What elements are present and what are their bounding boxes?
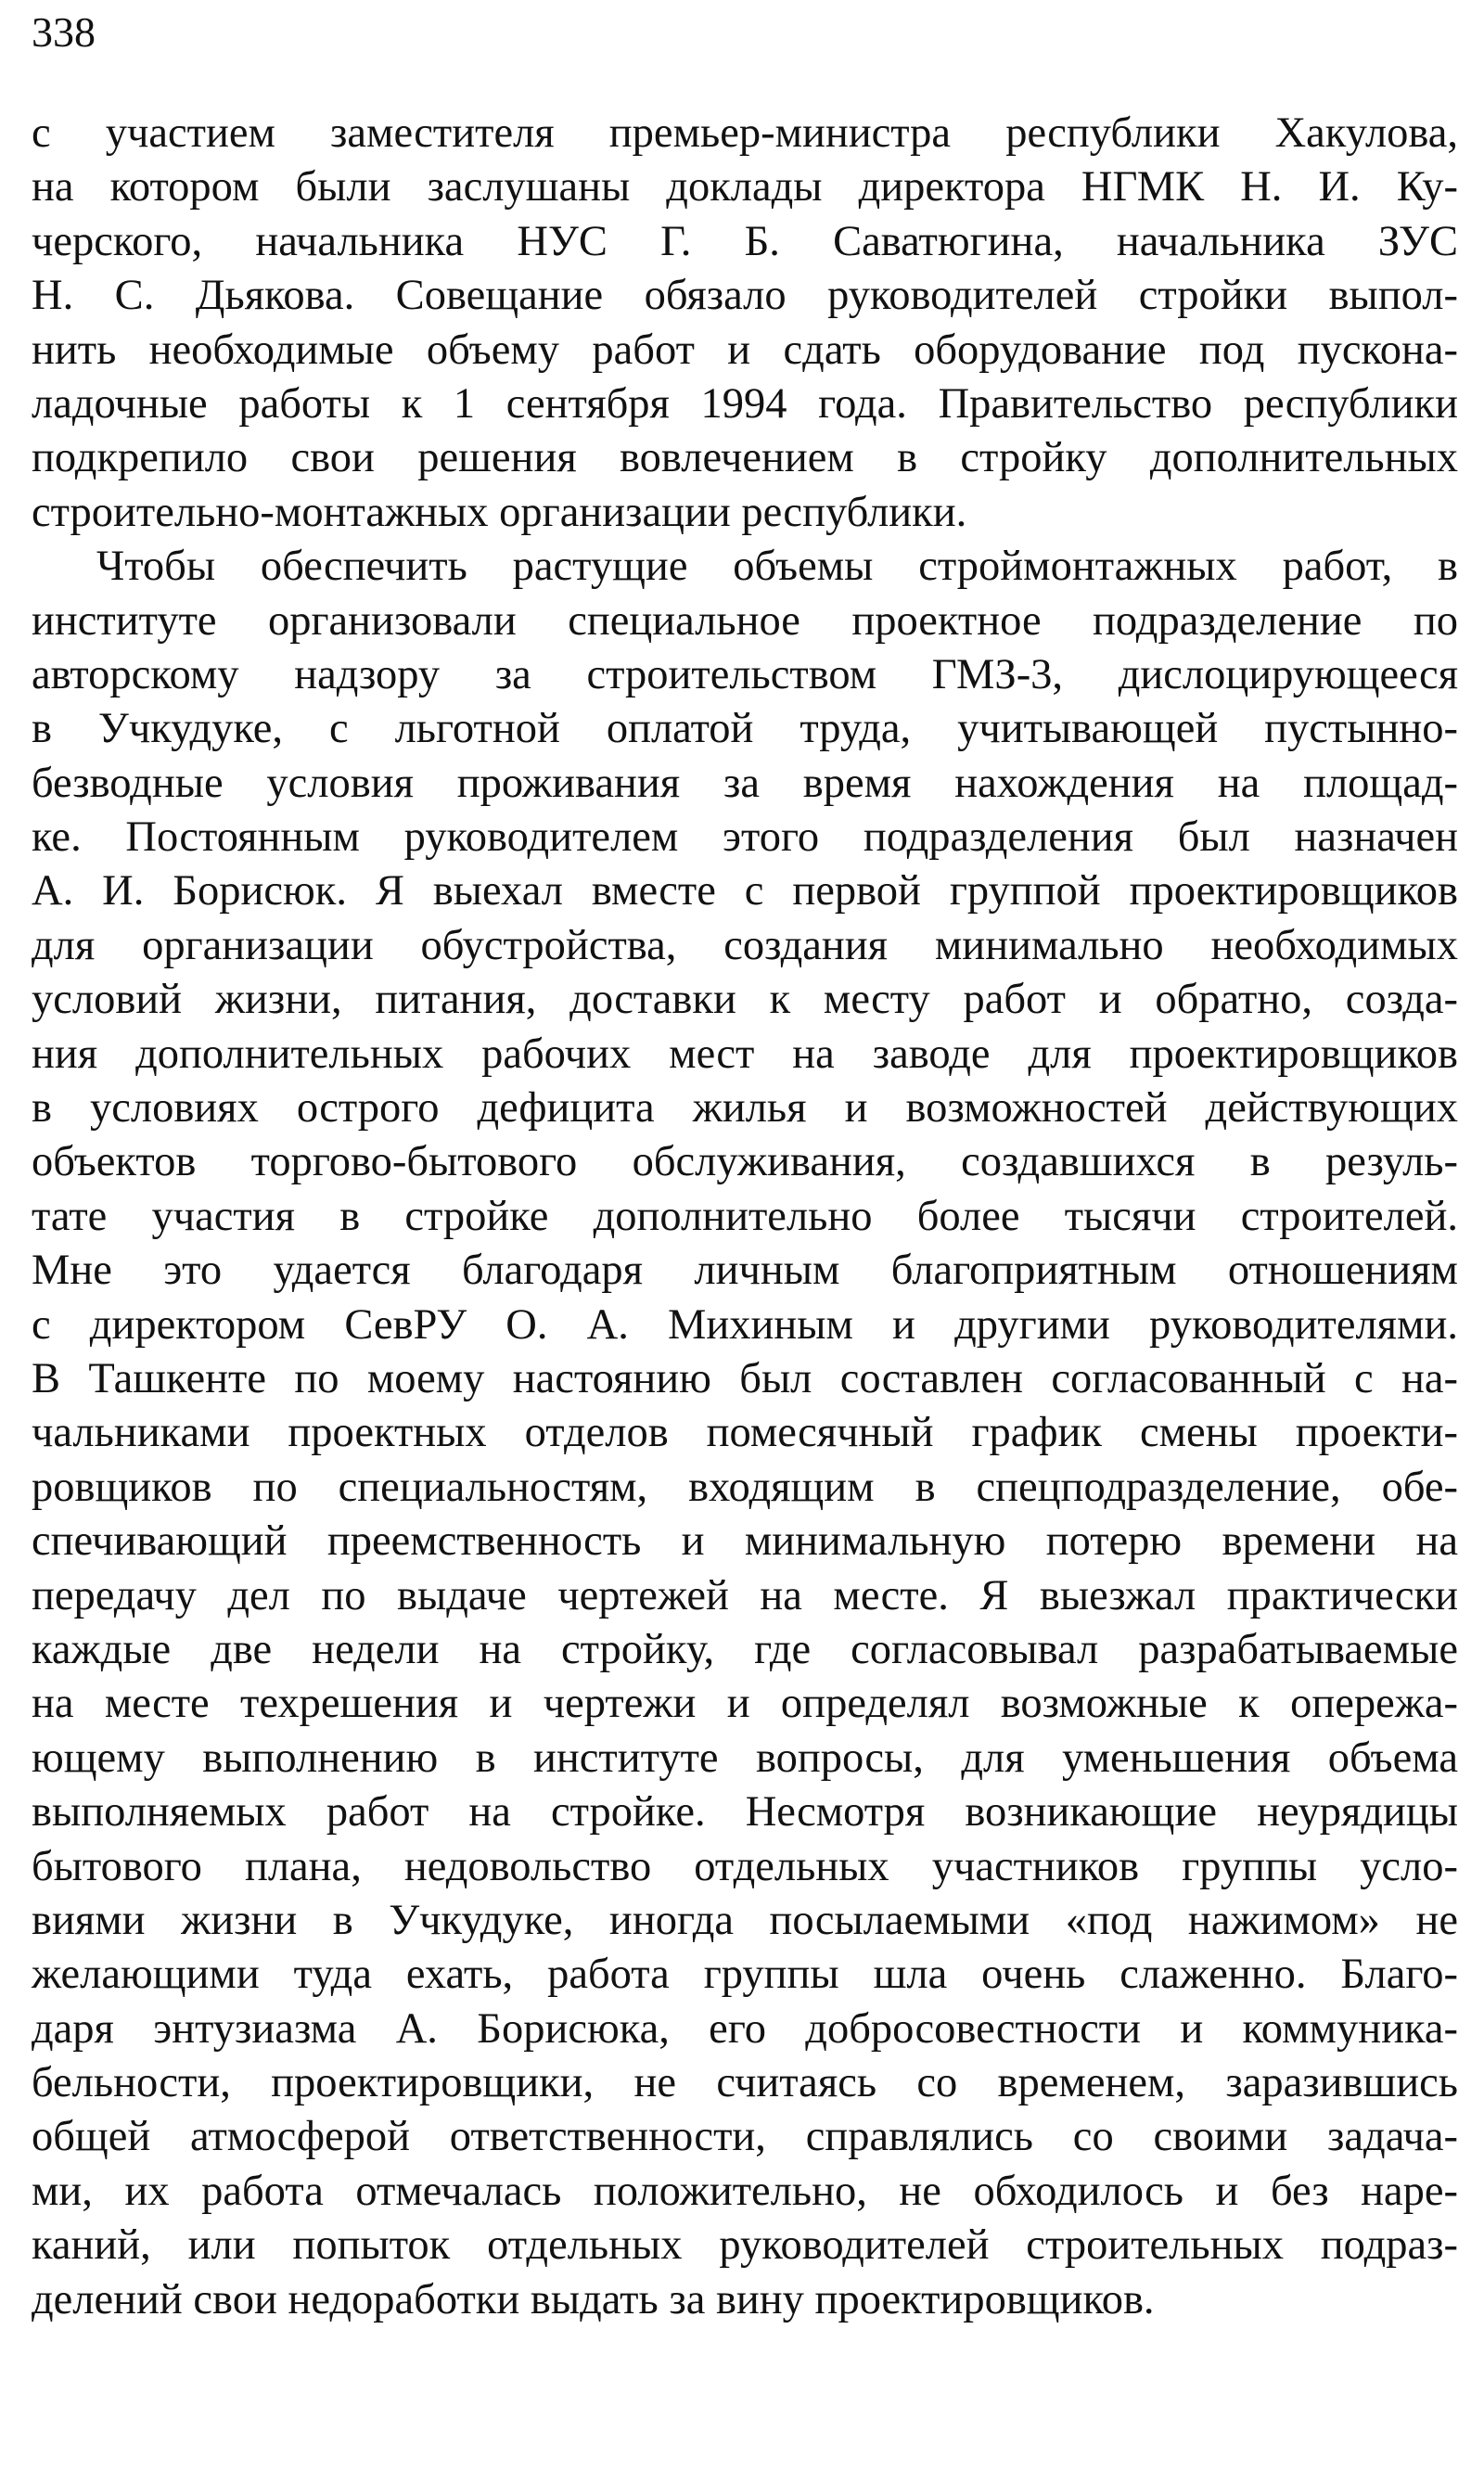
text-line: с участием заместителя премьер-министра республики Хакулова, bbox=[32, 109, 1458, 157]
text-line: ния дополнительных рабочих мест на заводе для проектировщиков bbox=[32, 1030, 1458, 1078]
paragraph-1 bbox=[32, 107, 1458, 540]
text-line: бельности, проектировщики, не считаясь со временем, заразившись bbox=[32, 2059, 1458, 2107]
text-line: передачу дел по выдаче чертежей на месте. Я выезжал практически bbox=[32, 1571, 1458, 1619]
page-number: 338 bbox=[32, 8, 96, 56]
text-line: черского, начальника НУС Г. Б. Саватюгина, начальника ЗУС bbox=[32, 217, 1458, 265]
text-line: строительно-монтажных организации республики. bbox=[32, 488, 967, 536]
text-line: тате участия в стройке дополнительно более тысячи строителей. bbox=[32, 1192, 1458, 1240]
text-line: с директором СевРУ О. А. Михиным и другими руководителями. bbox=[32, 1300, 1458, 1349]
text-line: для организации обустройства, создания минимально необходимых bbox=[32, 921, 1458, 969]
text-line: Чтобы обеспечить растущие объемы строймонтажных работ, в bbox=[96, 543, 1458, 591]
text-line: выполняемых работ на стройке. Несмотря возникающие неурядицы bbox=[32, 1788, 1458, 1837]
text-line: ющему выполнению в институте вопросы, для уменьшения объема bbox=[32, 1734, 1458, 1782]
text-line: на месте техрешения и чертежи и определял возможные к опережа- bbox=[32, 1680, 1458, 1728]
text-line: общей атмосферой ответственности, справлялись со своими задача- bbox=[32, 2113, 1458, 2161]
text-line: А. И. Борисюк. Я выехал вместе с первой группой проектировщиков bbox=[32, 867, 1458, 915]
paragraph-2 bbox=[32, 540, 1458, 2327]
text-line: на котором были заслушаны доклады директора НГМК Н. И. Ку- bbox=[32, 163, 1458, 211]
text-line: ми, их работа отмечалась положительно, не обходилось и без наре- bbox=[32, 2167, 1458, 2215]
text-line: в условиях острого дефицита жилья и возможностей действующих bbox=[32, 1084, 1458, 1133]
text-line: в Учкудуке, с льготной оплатой труда, учитывающей пустынно- bbox=[32, 705, 1458, 753]
text-line: ке. Постоянным руководителем этого подразделения был назначен bbox=[32, 813, 1458, 862]
text-line: даря энтузиазма А. Борисюка, его добросовестности и коммуника- bbox=[32, 2004, 1458, 2053]
text-line: Н. С. Дьякова. Совещание обязало руководителей стройки выпол- bbox=[32, 272, 1458, 320]
text-line: каний, или попыток отдельных руководителей строительных подраз- bbox=[32, 2221, 1458, 2270]
text-line: подкрепило свои решения вовлечением в стройку дополнительных bbox=[32, 434, 1458, 482]
text-line: желающими туда ехать, работа группы шла очень слаженно. Благо- bbox=[32, 1951, 1458, 1999]
text-line: нить необходимые объему работ и сдать оборудование под пускона- bbox=[32, 326, 1458, 374]
text-line: условий жизни, питания, доставки к месту работ и обратно, созда- bbox=[32, 976, 1458, 1024]
text-line: виями жизни в Учкудуке, иногда посылаемыми «под нажимом» не bbox=[32, 1896, 1458, 1944]
text-line: авторскому надзору за строительством ГМЗ-3, дислоцирующееся bbox=[32, 650, 1458, 698]
text-line: Мне это удается благодаря личным благоприятным отношениям bbox=[32, 1247, 1458, 1295]
text-line: чальниками проектных отделов помесячный график смены проекти- bbox=[32, 1409, 1458, 1457]
text-line: делений свои недоработки выдать за вину проектировщиков. bbox=[32, 2275, 1155, 2323]
text-line: безводные условия проживания за время нахождения на площад- bbox=[32, 759, 1458, 807]
text-line: ладочные работы к 1 сентября 1994 года. Правительство республики bbox=[32, 379, 1458, 428]
text-line: объектов торгово-бытового обслуживания, создавшихся в резуль- bbox=[32, 1138, 1458, 1186]
text-line: спечивающий преемственность и минимальную потерю времени на bbox=[32, 1517, 1458, 1566]
text-line: каждые две недели на стройку, где согласовывал разрабатываемые bbox=[32, 1625, 1458, 1673]
text-line: В Ташкенте по моему настоянию был составлен согласованный с на- bbox=[32, 1354, 1458, 1402]
text-line: бытового плана, недовольство отдельных участников группы усло- bbox=[32, 1842, 1458, 1890]
text-line: ровщиков по специальностям, входящим в спецподразделение, обе- bbox=[32, 1463, 1458, 1511]
text-line: институте организовали специальное проектное подразделение по bbox=[32, 596, 1458, 645]
body-text bbox=[32, 107, 1458, 2327]
